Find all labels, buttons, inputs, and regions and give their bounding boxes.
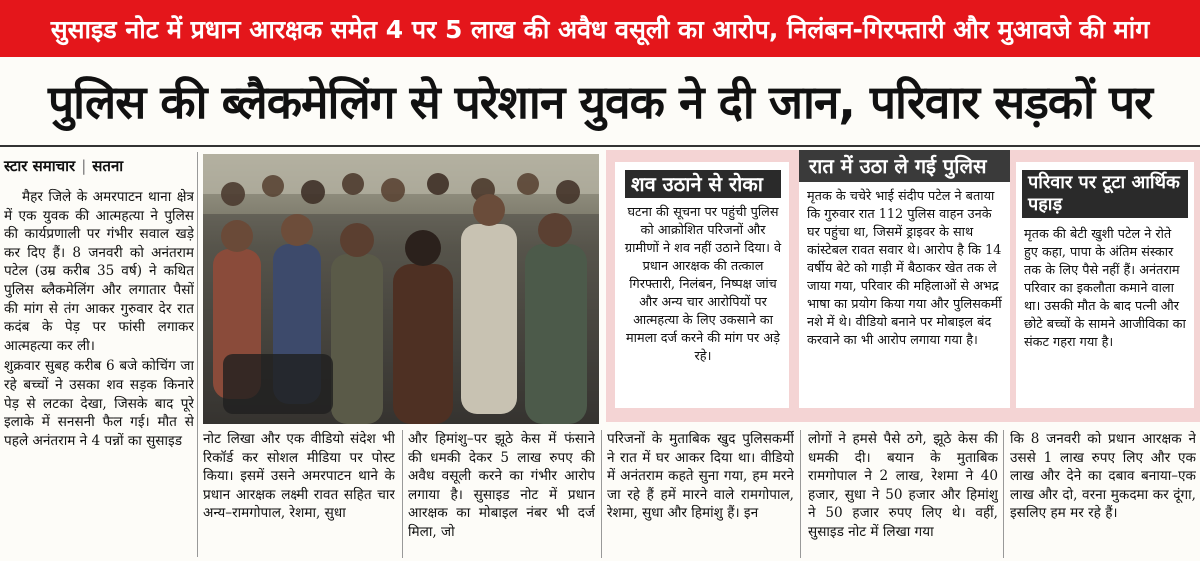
article-column-2 <box>203 430 395 560</box>
box-2-title: रात में उठा ले गई पुलिस <box>799 150 1010 182</box>
byline-source: स्टार समाचार <box>4 157 76 175</box>
kicker-banner <box>0 0 1200 57</box>
news-photo <box>203 154 599 424</box>
article-paragraph: कि 8 जनवरी को प्रधान आरक्षक ने उससे 1 लाख रुपए लिए और एक लाख और देने का दबाव बनाया–एक लाख और दो, वरना मुकदमा कर दूंगा, इसलिए हम मर रहे हैं। <box>1010 431 1196 522</box>
box-3-title: परिवार पर टूटा आर्थिक पहाड़ <box>1022 170 1188 218</box>
kicker-text: सुसाइड नोट में प्रधान आरक्षक समेत 4 पर 5 लाख की अवैध वसूली का आरोप, निलंबन-गिरफ्तारी और मुआवजे की मांग <box>50 14 1150 44</box>
crowd-photo-illustration <box>203 154 599 424</box>
column-divider <box>197 152 198 557</box>
box-3 <box>1016 162 1194 408</box>
column-divider <box>402 430 403 558</box>
box-3-body: मृतक की बेटी खुशी पटेल ने रोते हुए कहा, पापा के अंतिम संस्कार तक के लिए पैसे नहीं हैं। अनंतराम परिवार का इकलौता कमाने वाला था। उसकी मौत के बाद पत्नी और छोटे बच्चों के सामने आजीविका का संकट गहरा गया है। <box>1024 227 1186 350</box>
article-column-6 <box>1010 430 1196 560</box>
byline-separator: | <box>81 157 87 175</box>
article-column-1 <box>4 188 194 560</box>
article-paragraph: और हिमांशु–पर झूठे केस में फंसाने की धमकी देकर 5 लाख रुपए की अवैध वसूली करने का गंभीर आरोप लगाया है। सुसाइड नोट में प्रधान आरक्षक का मोबाइल नंबर भी दर्ज मिला, जो <box>408 431 595 540</box>
divider-rule <box>0 145 1200 147</box>
box-2 <box>799 150 1010 408</box>
column-divider <box>601 430 602 558</box>
byline-place: सतना <box>92 157 124 175</box>
article-paragraph: लोगों ने हमसे पैसे ठगे, झूठे केस की धमकी दी। बयान के मुताबिक रामगोपाल ने 2 लाख, रेशमा ने 40 हजार, सुधा ने 50 हजार और हिमांशु ने 50 हजार रुपए लिए थे। वहीं, सुसाइड नोट में लिखा गया <box>808 431 998 540</box>
headline-text: पुलिस की ब्लैकमेलिंग से परेशान युवक ने दी जान, परिवार सड़कों पर <box>47 75 1153 129</box>
byline <box>4 156 194 178</box>
article-paragraph: नोट लिखा और एक वीडियो संदेश भी रिकॉर्ड कर सोशल मीडिया पर पोस्ट किया। इसमें उसने अमरपाटन थाने के प्रधान आरक्षक लक्ष्मी रावत सहित चार अन्य–रामगोपाल, रेशमा, सुधा <box>203 431 395 522</box>
sidebar-panel <box>606 150 1200 422</box>
article-paragraph: परिजनों के मुताबिक खुद पुलिसकर्मी ने रात में घर आकर दिया था। वीडियो में अनंतराम कहते सुना गया, हम मरने जा रहे हैं हमें मारने वाले रामगोपाल, रेशमा, सुधा और हिमांशु हैं। इन <box>607 431 794 522</box>
headline <box>0 58 1200 144</box>
box-1 <box>615 162 789 408</box>
article-column-5 <box>808 430 998 560</box>
column-divider <box>1003 430 1004 558</box>
article-paragraph: मैहर जिले के अमरपाटन थाना क्षेत्र में एक युवक की आत्महत्या ने पुलिस की कार्यप्रणाली पर गंभीर सवाल खड़े कर दिए हैं। 8 जनवरी को अनंतराम पटेल (उम्र करीब 35 वर्ष) ने कथित पुलिस ब्लैकमेलिंग और लगातार पैसों की मांग से तंग आकर गुरुवार देर रात कदंब के पेड़ पर फांसी लगाकर आत्महत्या कर ली। <box>4 189 194 354</box>
article-column-4 <box>607 430 794 560</box>
box-1-body: घटना की सूचना पर पहुंची पुलिस को आक्रोशित परिजनों और ग्रामीणों ने शव नहीं उठाने दिया। वे प्रधान आरक्षक की तत्काल गिरफ्तारी, निलंबन, निष्पक्ष जांच और अन्य चार आरोपियों पर आत्महत्या के लिए उकसाने का मामला दर्ज करने की मांग पर अड़े रहे। <box>624 205 782 364</box>
box-2-body: मृतक के चचेरे भाई संदीप पटेल ने बताया कि गुरुवार रात 112 पुलिस वाहन उनके घर पहुंचा था, जिसमें ड्राइवर के साथ कांस्टेबल रावत सवार थे। आरोप है कि 14 वर्षीय बेटे को गाड़ी में बैठाकर खेत तक ले जाया गया, परिवार की महिलाओं से अभद्र भाषा का प्रयोग किया गया और पुलिसकर्मी नशे में थे। वीडियो बनाने पर मोबाइल बंद करवाने का भी आरोप लगाया गया है। <box>807 189 1002 348</box>
column-divider <box>800 430 801 558</box>
article-paragraph: शुक्रवार सुबह करीब 6 बजे कोचिंग जा रहे बच्चों ने उसका शव सड़क किनारे पेड़ से लटका देखा, जिसके बाद पूरे इलाके में सनसनी फैल गई। मौत से पहले अनंतराम ने 4 पन्नों का सुसाइड <box>4 358 194 449</box>
article-column-3 <box>408 430 595 560</box>
box-1-title: शव उठाने से रोका <box>625 170 781 198</box>
